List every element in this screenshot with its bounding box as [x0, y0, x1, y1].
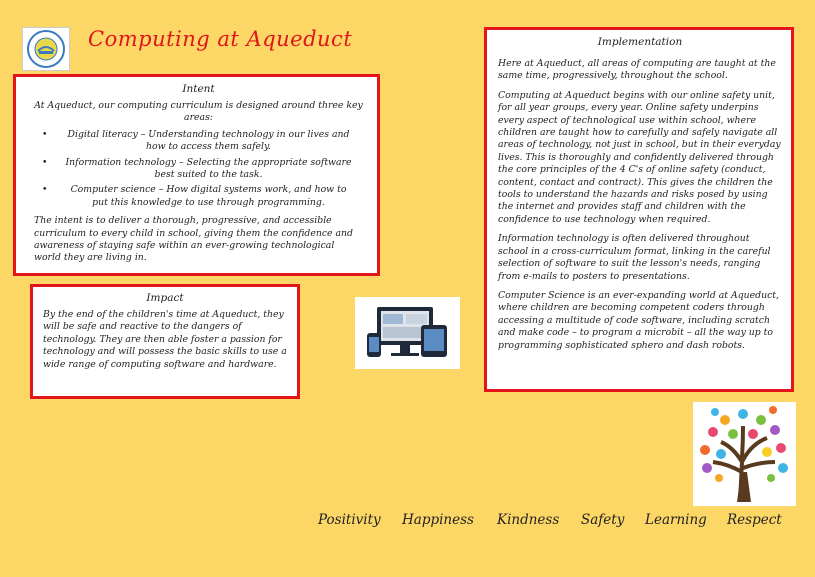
implementation-panel: [484, 27, 794, 392]
intent-panel: [13, 74, 380, 276]
implementation-paragraph: Information technology is often delivered throughout school in a cross-curriculum format, linking in the careful selection of software to suit the lesson's needs, ranging from e-mails to posters to presentations.: [498, 233, 771, 282]
devices-icon: [355, 297, 460, 369]
implementation-heading: Implementation: [597, 36, 683, 48]
value-kindness: Kindness: [497, 512, 560, 528]
impact-heading: Impact: [146, 292, 184, 304]
value-happiness: Happiness: [402, 512, 474, 528]
school-logo: [22, 27, 70, 71]
intent-heading: Intent: [182, 83, 215, 95]
page-title: Computing at Aqueduct: [88, 27, 353, 51]
value-learning: Learning: [645, 512, 707, 528]
implementation-paragraph: Computer Science is an ever-expanding world at Aqueduct, where children are becoming competent coders through accessing a multitude of code software, including scratch and make code – to program a microbit – all the way up to programming sophisticated sphero and dash robots.: [498, 289, 779, 351]
intent-bullet-information-technology: • Information technology – Selecting the appropriate software best suited to the task.: [34, 157, 363, 182]
handprint-tree-icon: [693, 402, 796, 506]
value-positivity: Positivity: [318, 512, 381, 528]
implementation-paragraph: Computing at Aqueduct begins with our online safety unit, for all year groups, every year. Online safety underpins every aspect of technological use within school, where children are taught how to carefully and safely navigate all areas of technology, not just in school, but in their everyday lives. This is thoroughly and confidently delivered through the core principles of the 4 C's of online safety (conduct, content, contact and contract). This gives the children the tools to understand the hazards and risks posed by using the internet and provides staff and children with the confidence to use technology when required.: [498, 89, 781, 225]
impact-panel: [30, 284, 300, 399]
value-safety: Safety: [581, 512, 625, 528]
school-logo-icon: [25, 29, 67, 69]
intent-bullet-list: [34, 129, 363, 209]
impact-body: By the end of the children's time at Aqueduct, they will be safe and reactive to the dangers of technology. They are then able foster a passion for technology and will possess the basic skills to use a wide range of computing software and hardware.: [43, 309, 287, 370]
intent-lead: At Aqueduct, our computing curriculum is designed around three key areas:: [34, 100, 363, 124]
value-respect: Respect: [727, 512, 782, 528]
intent-closing: The intent is to deliver a thorough, progressive, and accessible curriculum to every child in school, giving them the confidence and awareness of staying safe within an ever-growing technological world they are living in.: [34, 215, 353, 264]
intent-bullet-computer-science: • Computer science – How digital systems work, and how to put this knowledge to use through programming.: [34, 184, 363, 209]
intent-bullet-digital-literacy: • Digital literacy – Understanding technology in our lives and how to access them safely.: [34, 129, 363, 154]
devices-image: [355, 297, 460, 369]
handprint-tree-image: [693, 402, 796, 506]
implementation-paragraph: Here at Aqueduct, all areas of computing are taught at the same time, progressively, throughout the school.: [498, 58, 776, 82]
